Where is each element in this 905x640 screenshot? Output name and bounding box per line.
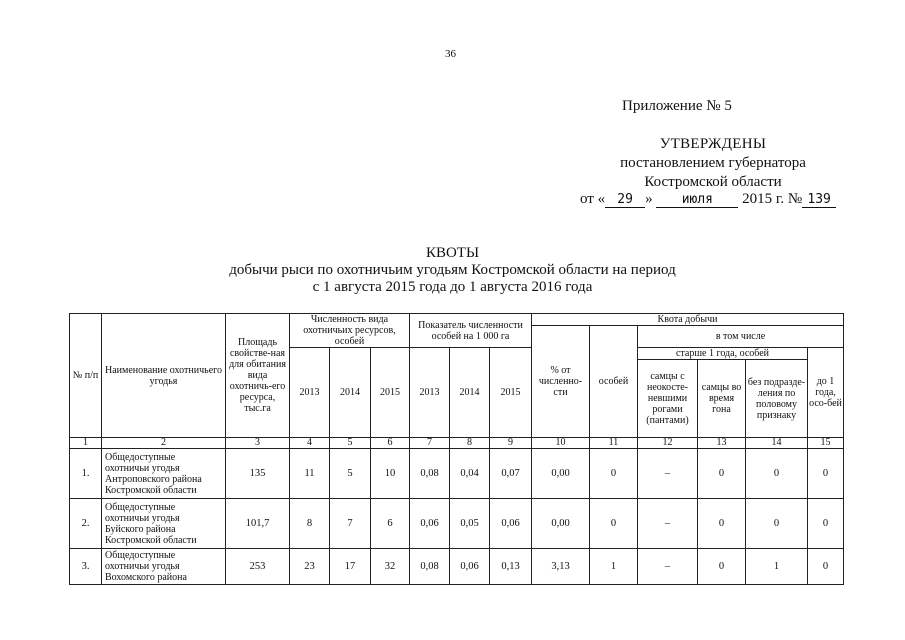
- count-2015: 10: [371, 449, 410, 499]
- date-year: 2015 г. №: [742, 191, 803, 207]
- quota-individuals: 0: [590, 449, 638, 499]
- males-rut-value: 0: [698, 449, 746, 499]
- col-number: 10: [532, 438, 590, 449]
- header-percent: % от численно-сти: [532, 326, 590, 438]
- col-number: 14: [746, 438, 808, 449]
- header-density-2015: 2015: [490, 348, 532, 438]
- col-number: 1: [70, 438, 102, 449]
- date-month: июля: [656, 192, 738, 208]
- header-area: Площадь свойстве-ная для обитания вида охотничь-его ресурса, тыс.га: [226, 314, 290, 438]
- density-2014: 0,05: [450, 499, 490, 549]
- approval-region: Костромской области: [644, 174, 782, 190]
- area-value: 101,7: [226, 499, 290, 549]
- header-number: № п/п: [70, 314, 102, 438]
- row-number: 3.: [70, 549, 102, 585]
- col-number: 12: [638, 438, 698, 449]
- appendix-label: Приложение № 5: [622, 98, 732, 114]
- quota-table: [69, 313, 844, 585]
- approval-title: УТВЕРЖДЕНЫ: [659, 136, 767, 152]
- row-number: 2.: [70, 499, 102, 549]
- header-name: Наименование охотничьего угодья: [102, 314, 226, 438]
- col-number: 5: [330, 438, 371, 449]
- col-number: 9: [490, 438, 532, 449]
- hunting-ground-name: Общедоступные охотничьи угодья Вохомского района: [102, 549, 226, 585]
- col-number: 2: [102, 438, 226, 449]
- count-2014: 5: [330, 449, 371, 499]
- header-density: Показатель численности особей на 1 000 га: [410, 314, 532, 348]
- header-males-antlers: самцы с неокосте-невшими рогами (пантами): [638, 360, 698, 438]
- density-2015: 0,06: [490, 499, 532, 549]
- date-mid: »: [645, 191, 653, 207]
- col-number: 11: [590, 438, 638, 449]
- table-row: [70, 549, 844, 585]
- col-number: 3: [226, 438, 290, 449]
- header-including: в том числе: [638, 326, 844, 348]
- header-individuals: особей: [590, 326, 638, 438]
- count-2014: 17: [330, 549, 371, 585]
- males-rut-value: 0: [698, 499, 746, 549]
- date-prefix: от «: [580, 191, 606, 207]
- title-line-2: добычи рыси по охотничьим угодьям Костромской области на период: [229, 262, 676, 278]
- header-count-2013: 2013: [290, 348, 330, 438]
- males-antlers-value: –: [638, 549, 698, 585]
- quota-percent: 3,13: [532, 549, 590, 585]
- column-number-row: [70, 438, 844, 449]
- title-line-1: КВОТЫ: [425, 245, 480, 261]
- no-sex-value: 0: [746, 449, 808, 499]
- approval-date-line: [580, 191, 836, 208]
- density-2013: 0,08: [410, 449, 450, 499]
- col-number: 4: [290, 438, 330, 449]
- table-row: [70, 449, 844, 499]
- quota-individuals: 0: [590, 499, 638, 549]
- under-1-value: 0: [808, 549, 844, 585]
- approval-block: [598, 135, 828, 192]
- header-count-2014: 2014: [330, 348, 371, 438]
- area-value: 253: [226, 549, 290, 585]
- density-2014: 0,04: [450, 449, 490, 499]
- males-rut-value: 0: [698, 549, 746, 585]
- density-2015: 0,07: [490, 449, 532, 499]
- density-2015: 0,13: [490, 549, 532, 585]
- col-number: 15: [808, 438, 844, 449]
- count-2014: 7: [330, 499, 371, 549]
- title-line-3: с 1 августа 2015 года до 1 августа 2016 года: [312, 279, 593, 295]
- document-title: [0, 245, 905, 296]
- quota-individuals: 1: [590, 549, 638, 585]
- under-1-value: 0: [808, 449, 844, 499]
- header-males-rut: самцы во время гона: [698, 360, 746, 438]
- no-sex-value: 1: [746, 549, 808, 585]
- under-1-value: 0: [808, 499, 844, 549]
- quota-percent: 0,00: [532, 499, 590, 549]
- decree-number: 139: [802, 192, 836, 208]
- count-2015: 32: [371, 549, 410, 585]
- density-2014: 0,06: [450, 549, 490, 585]
- area-value: 135: [226, 449, 290, 499]
- col-number: 6: [371, 438, 410, 449]
- table-row: [70, 499, 844, 549]
- header-count-2015: 2015: [371, 348, 410, 438]
- header-under-1: до 1 года, осо-бей: [808, 348, 844, 438]
- date-day: 29: [605, 192, 645, 208]
- page-number: 36: [445, 48, 456, 60]
- count-2013: 23: [290, 549, 330, 585]
- col-number: 7: [410, 438, 450, 449]
- density-2013: 0,08: [410, 549, 450, 585]
- males-antlers-value: –: [638, 449, 698, 499]
- header-quota: Квота добычи: [532, 314, 844, 326]
- count-2015: 6: [371, 499, 410, 549]
- header-density-2013: 2013: [410, 348, 450, 438]
- header-density-2014: 2014: [450, 348, 490, 438]
- count-2013: 8: [290, 499, 330, 549]
- hunting-ground-name: Общедоступные охотничьи угодья Буйского района Костромской области: [102, 499, 226, 549]
- row-number: 1.: [70, 449, 102, 499]
- approval-decree: постановлением губернатора: [620, 155, 806, 171]
- col-number: 8: [450, 438, 490, 449]
- no-sex-value: 0: [746, 499, 808, 549]
- males-antlers-value: –: [638, 499, 698, 549]
- density-2013: 0,06: [410, 499, 450, 549]
- count-2013: 11: [290, 449, 330, 499]
- col-number: 13: [698, 438, 746, 449]
- header-no-sex: без подразде-ления по половому признаку: [746, 360, 808, 438]
- hunting-ground-name: Общедоступные охотничьи угодья Антроповского района Костромской области: [102, 449, 226, 499]
- header-older: старше 1 года, особей: [638, 348, 808, 360]
- header-count: Численность вида охотничьих ресурсов, особей: [290, 314, 410, 348]
- quota-percent: 0,00: [532, 449, 590, 499]
